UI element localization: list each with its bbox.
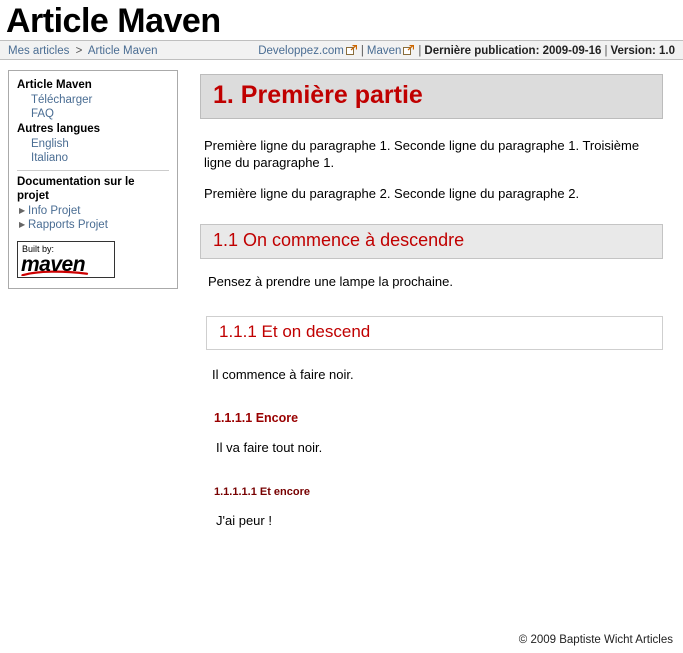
- sidebar: [8, 70, 178, 289]
- maven-badge-builtby: Built by:: [22, 244, 55, 254]
- breadcrumb-separator: |: [360, 45, 364, 57]
- page-title: Article Maven: [6, 2, 221, 40]
- heading-text: 1.1.1 Et on descend: [219, 322, 371, 341]
- section-heading-1-1-1-1: 1.1.1.1 Encore: [214, 411, 299, 425]
- section-heading-1-1: [200, 224, 663, 259]
- sidebar-divider: [17, 170, 169, 171]
- heading-text: 1.1 On commence à descendre: [213, 230, 465, 250]
- breadcrumb-separator: |: [604, 45, 608, 57]
- breadcrumb-separator: >: [75, 45, 83, 57]
- sidebar-item-info-projet[interactable]: [17, 204, 169, 218]
- paragraph-6: J'ai peur !: [216, 513, 272, 528]
- paragraph-2: Première ligne du paragraphe 2. Seconde ligne du paragraphe 2.: [204, 186, 580, 201]
- paragraph-5: Il va faire tout noir.: [216, 440, 323, 455]
- version-text: Version: 1.0: [610, 45, 675, 57]
- sidebar-heading-documentation: Documentation sur le projet: [17, 176, 135, 202]
- breadcrumb-item-mes-articles[interactable]: Mes articles: [8, 45, 70, 57]
- sidebar-link-rapports-projet[interactable]: Rapports Projet: [28, 219, 108, 231]
- breadcrumb-item-article-maven: Article Maven: [87, 45, 158, 57]
- chevron-right-icon: ▶: [19, 220, 26, 229]
- sidebar-heading-autres-langues: Autres langues: [17, 123, 101, 135]
- paragraph-3: Pensez à prendre une lampe la prochaine.: [208, 274, 453, 289]
- section-heading-1: [200, 74, 663, 119]
- section-heading-1-1-1: [206, 316, 663, 350]
- sidebar-item-rapports-projet[interactable]: [17, 218, 169, 232]
- last-published-text: Dernière publication: 2009-09-16: [424, 45, 602, 57]
- chevron-right-icon: ▶: [19, 206, 26, 215]
- heading-text: 1. Première partie: [213, 81, 423, 109]
- breadcrumb-bar: [0, 40, 683, 60]
- sidebar-link-italiano[interactable]: Italiano: [31, 152, 69, 164]
- sidebar-item-english[interactable]: [17, 137, 169, 151]
- footer-copyright: © 2009 Baptiste Wicht Articles: [518, 634, 673, 646]
- breadcrumb-link-maven[interactable]: Maven: [366, 45, 402, 57]
- breadcrumb-left: [8, 41, 158, 61]
- maven-badge-name: maven: [21, 253, 86, 276]
- page-header: [0, 0, 683, 40]
- paragraph-1: Première ligne du paragraphe 1. Seconde ligne du paragraphe 1. Troisième ligne du paragraphe 1.: [204, 138, 640, 170]
- breadcrumb-link-developpez[interactable]: Developpez.com: [258, 45, 344, 57]
- sidebar-link-faq[interactable]: FAQ: [31, 108, 55, 120]
- page-layout: [0, 60, 683, 543]
- breadcrumb-right: [258, 41, 675, 61]
- main-content: [178, 60, 683, 543]
- external-link-icon: [403, 42, 414, 52]
- sidebar-link-telecharger[interactable]: Télécharger: [31, 94, 93, 106]
- breadcrumb-separator: |: [418, 45, 422, 57]
- sidebar-item-telecharger[interactable]: [17, 93, 169, 107]
- maven-badge[interactable]: [17, 241, 115, 278]
- section-heading-1-1-1-1-1: 1.1.1.1.1 Et encore: [214, 486, 310, 498]
- paragraph-4: Il commence à faire noir.: [212, 367, 354, 382]
- sidebar-heading-article-maven: Article Maven: [17, 79, 92, 91]
- sidebar-item-faq[interactable]: [17, 107, 169, 121]
- sidebar-link-info-projet[interactable]: Info Projet: [28, 205, 81, 217]
- sidebar-link-english[interactable]: English: [31, 138, 69, 150]
- sidebar-item-italiano[interactable]: [17, 151, 169, 165]
- external-link-icon: [346, 42, 357, 52]
